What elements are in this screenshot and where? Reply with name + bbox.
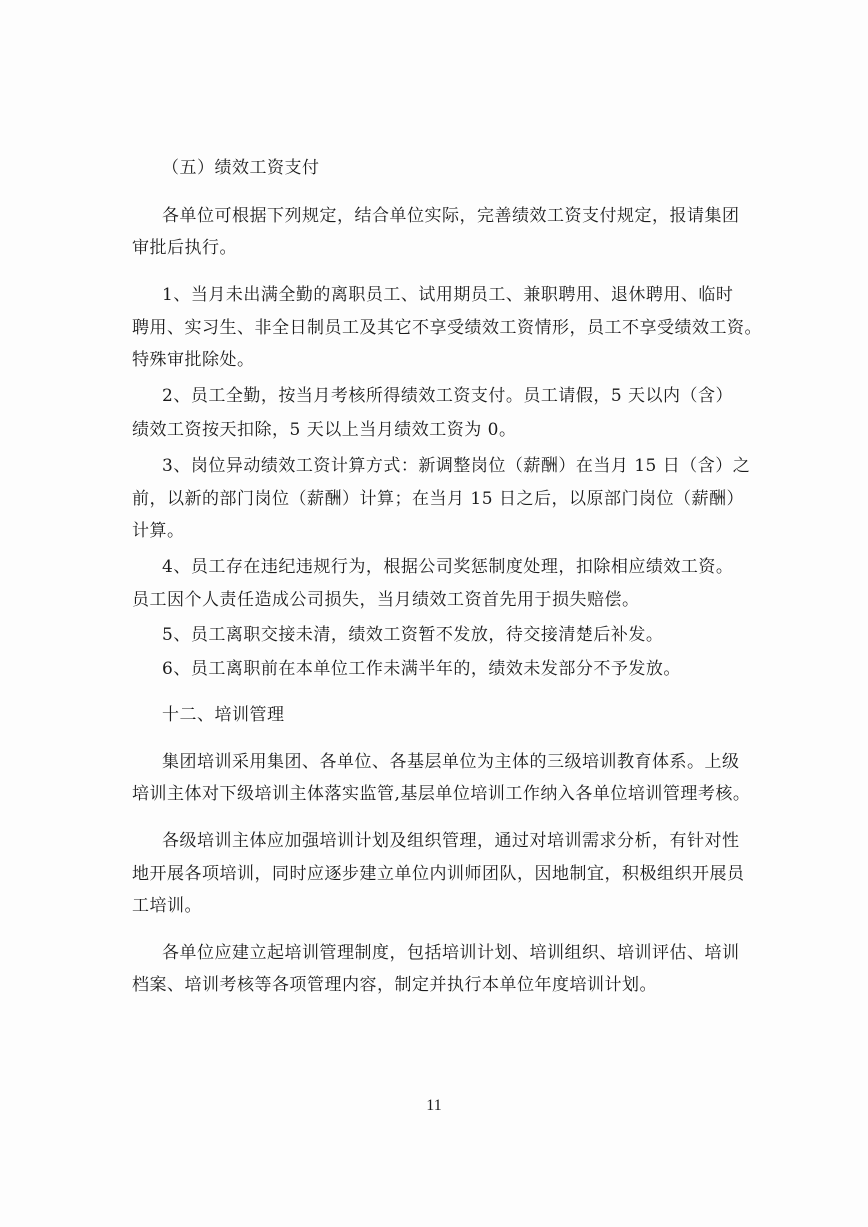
list-item-line: 1、当月未出满全勤的离职员工、试用期员工、兼职聘用、退休聘用、临时: [162, 285, 734, 305]
page-number: 11: [426, 1097, 442, 1114]
paragraph-line: 地开展各项培训，同时应逐步建立单位内训师团队，因地制宜，积极组织开展员: [132, 864, 745, 884]
paragraph-line: 审批后执行。: [132, 238, 237, 258]
list-item-line: 员工因个人责任造成公司损失，当月绩效工资首先用于损失赔偿。: [132, 590, 640, 610]
list-item-line: 6、员工离职前在本单位工作未满半年的，绩效未发部分不予发放。: [162, 659, 681, 679]
list-item-line: 5、员工离职交接未清，绩效工资暂不发放，待交接清楚后补发。: [162, 625, 664, 645]
list-item-line: 前，以新的部门岗位（薪酬）计算；在当月 15 日之后，以原部门岗位（薪酬）: [132, 489, 744, 509]
paragraph-line: 档案、培训考核等各项管理内容，制定并执行本单位年度培训计划。: [132, 975, 657, 995]
list-item-line: 2、员工全勤，按当月考核所得绩效工资支付。员工请假，5 天以内（含）: [162, 386, 734, 406]
section-heading-performance-pay: （五）绩效工资支付: [162, 158, 320, 178]
list-item-line: 3、岗位异动绩效工资计算方式：新调整岗位（薪酬）在当月 15 日（含）之: [162, 456, 751, 476]
paragraph-line: 各单位可根据下列规定，结合单位实际，完善绩效工资支付规定，报请集团: [162, 206, 740, 226]
list-item-line: 绩效工资按天扣除，5 天以上当月绩效工资为 0。: [132, 420, 517, 440]
paragraph-line: 集团培训采用集团、各单位、各基层单位为主体的三级培训教育体系。上级: [162, 752, 740, 772]
paragraph-line: 工培训。: [132, 896, 202, 916]
paragraph-line: 培训主体对下级培训主体落实监管,基层单位培训工作纳入各单位培训管理考核。: [132, 784, 751, 804]
list-item-line: 4、员工存在违纪违规行为，根据公司奖惩制度处理，扣除相应绩效工资。: [162, 557, 734, 577]
list-item-line: 特殊审批除处。: [132, 350, 255, 370]
section-heading-training: 十二、培训管理: [162, 705, 285, 725]
paragraph-line: 各单位应建立起培训管理制度，包括培训计划、培训组织、培训评估、培训: [162, 943, 740, 963]
list-item-line: 计算。: [132, 521, 185, 541]
list-item-line: 聘用、实习生、非全日制员工及其它不享受绩效工资情形，员工不享受绩效工资。: [132, 318, 762, 338]
paragraph-line: 各级培训主体应加强培训计划及组织管理，通过对培训需求分析，有针对性: [162, 831, 740, 851]
